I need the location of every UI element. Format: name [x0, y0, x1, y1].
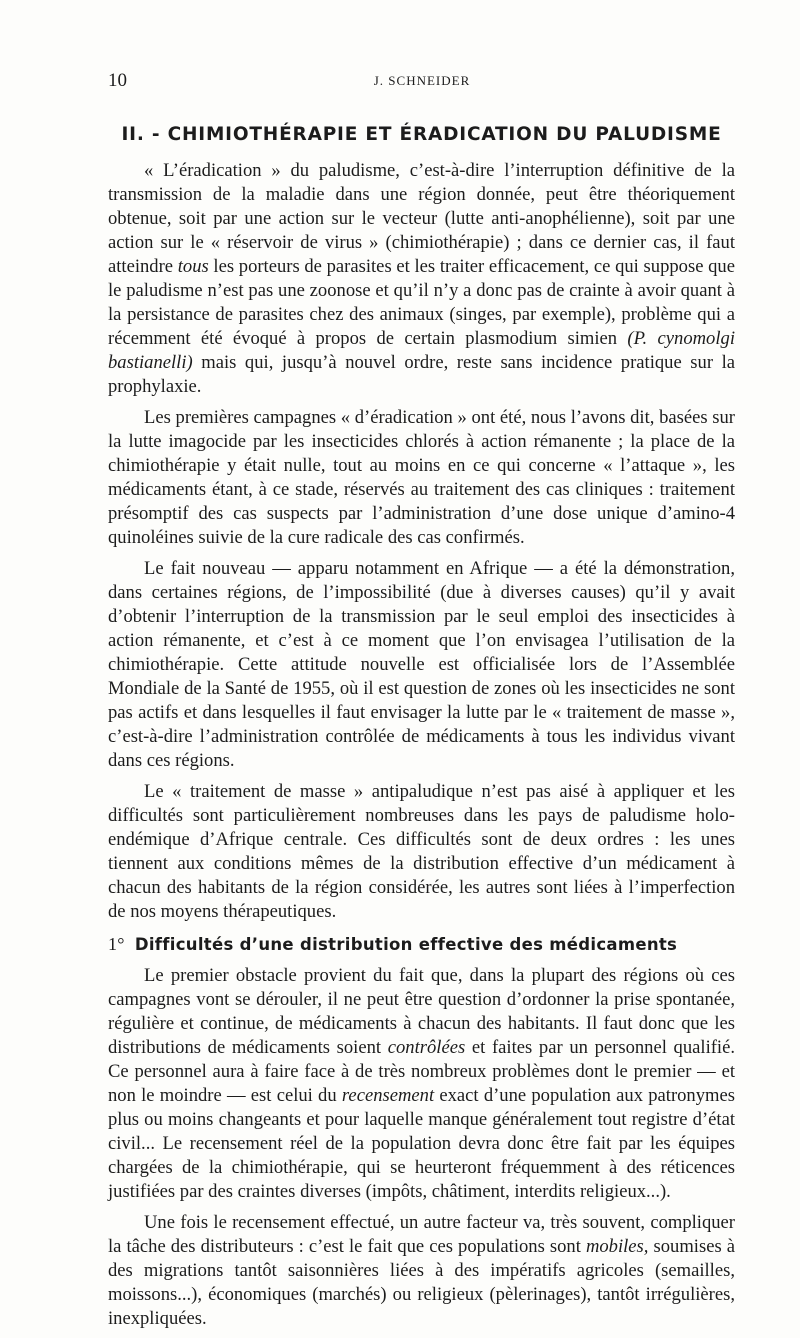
- paragraph: Les premières campagnes « d’éradication » ont été, nous l’avons dit, basées sur la lutte imagocide par les insecticides chlorés à action rémanente ; la place de la chimiothérapie y était nulle, tout au moins en ce qui concerne « l’attaque », les médicaments étant, à ce stade, réservés au traitement des cas cliniques : traitement présomptif des cas suspects par l’administration d’une dose unique d’amino-4 quinoléines suivie de la cure radicale des cas confirmés.: [108, 407, 735, 548]
- running-head: J. SCHNEIDER: [373, 73, 471, 88]
- text-run: « L’éradication » du paludisme, c’est-à-dire l’interruption définitive de la transmission de la maladie dans une région donnée, peut être théoriquement obtenue, soit par une action sur le vecteur (lutte anti-anophélienne), soit par une action sur le « réservoir de virus » (chimiothérapie) ; dans ce dernier cas, il faut atteindre: [108, 160, 735, 277]
- body-text: [108, 124, 735, 1338]
- italic-text: contrôlées: [387, 1037, 466, 1058]
- paragraph: Le « traitement de masse » antipaludique n’est pas aisé à appliquer et les difficultés sont particulièrement nombreuses dans les pays de paludisme holo-endémique d’Afrique centrale. Ces difficultés sont de deux ordres : les unes tiennent aux conditions mêmes de la distribution effective d’un médicament à chacun des habitants de la région considérée, les autres sont liées à l’imperfection de nos moyens thérapeutiques.: [108, 781, 735, 922]
- paragraph: Le fait nouveau — apparu notamment en Afrique — a été la démonstration, dans certaines régions, de l’impossibilité (due à diverses causes) qu’il y avait d’obtenir l’interruption de la transmission par le seul emploi des insecticides à action rémanente, et c’est à ce moment que l’on envisagea l’utilisation de la chimiothérapie. Cette attitude nouvelle est officialisée lors de l’Assemblée Mondiale de la Santé de 1955, où il est question de zones où les insecticides ne sont pas actifs et dans lesquelles il faut envisager la lutte par le « traitement de masse », c’est-à-dire l’administration contrôlée de médicaments à tous les individus vivant dans ces régions.: [108, 558, 735, 771]
- text-run: mais qui, jusqu’à nouvel ordre, reste sans incidence pratique sur la prophylaxie.: [108, 352, 735, 397]
- subsection-number: 1°: [108, 934, 125, 954]
- subsection-title: Difficultés d’une distribution effective des médicaments: [134, 935, 678, 954]
- text-run: soumises à des migrations tantôt saisonnières liées à des impératifs agricoles (semailles, moissons...), économiques (marchés) ou religieux (pèlerinages), tantôt irrégulières, inexpliquées.: [108, 1236, 735, 1329]
- text-run: les porteurs de parasites et les traiter efficacement, ce qui suppose que le paludisme n’est pas une zoonose et qu’il n’y a donc pas de crainte à avoir quant à la persistance de parasites chez des animaux (singes, par exemple), problème qui a récemment été évoqué à propos de certain plasmodium simien: [108, 256, 735, 349]
- text-run: Une fois le recensement effectué, un autre facteur va, très souvent, compliquer la tâche des distributeurs : c’est le fait que ces populations sont: [108, 1212, 735, 1257]
- italic-text: (P. cynomolgi bastianelli): [108, 328, 735, 373]
- subsection-heading: [108, 934, 735, 955]
- text-run: Le premier obstacle provient du fait que, dans la plupart des régions où ces campagnes vont se dérouler, il ne peut être question d’ordonner la prise spontanée, régulière et continue, de médicaments à chacun des habitants. Il faut donc que les distributions de médicaments soient: [108, 965, 735, 1058]
- paragraph: [108, 159, 735, 399]
- section-title: II. - CHIMIOTHÉRAPIE ET ÉRADICATION DU PALUDISME: [121, 124, 722, 145]
- paragraph: [108, 1211, 735, 1331]
- text-run: et faites par un personnel qualifié. Ce personnel aura à faire face à de très nombreux problèmes dont le premier — et non le moindre — est celui du: [108, 1037, 735, 1106]
- page-number: 10: [108, 70, 127, 91]
- text-run: exact d’une population aux patronymes plus ou moins changeants et pour laquelle manque généralement tout registre d’état civil... Le recensement réel de la population devra donc être fait par les équipes chargées de la chimiothérapie, qui se heurteront fréquemment à des réticences justifiées par des craintes diverses (impôts, châtiment, interdits religieux...).: [108, 1085, 735, 1202]
- italic-text: tous: [177, 256, 209, 277]
- page-header: [108, 70, 736, 96]
- paragraph: [108, 964, 735, 1204]
- italic-text: mobiles,: [585, 1236, 649, 1257]
- italic-text: recensement: [341, 1085, 435, 1106]
